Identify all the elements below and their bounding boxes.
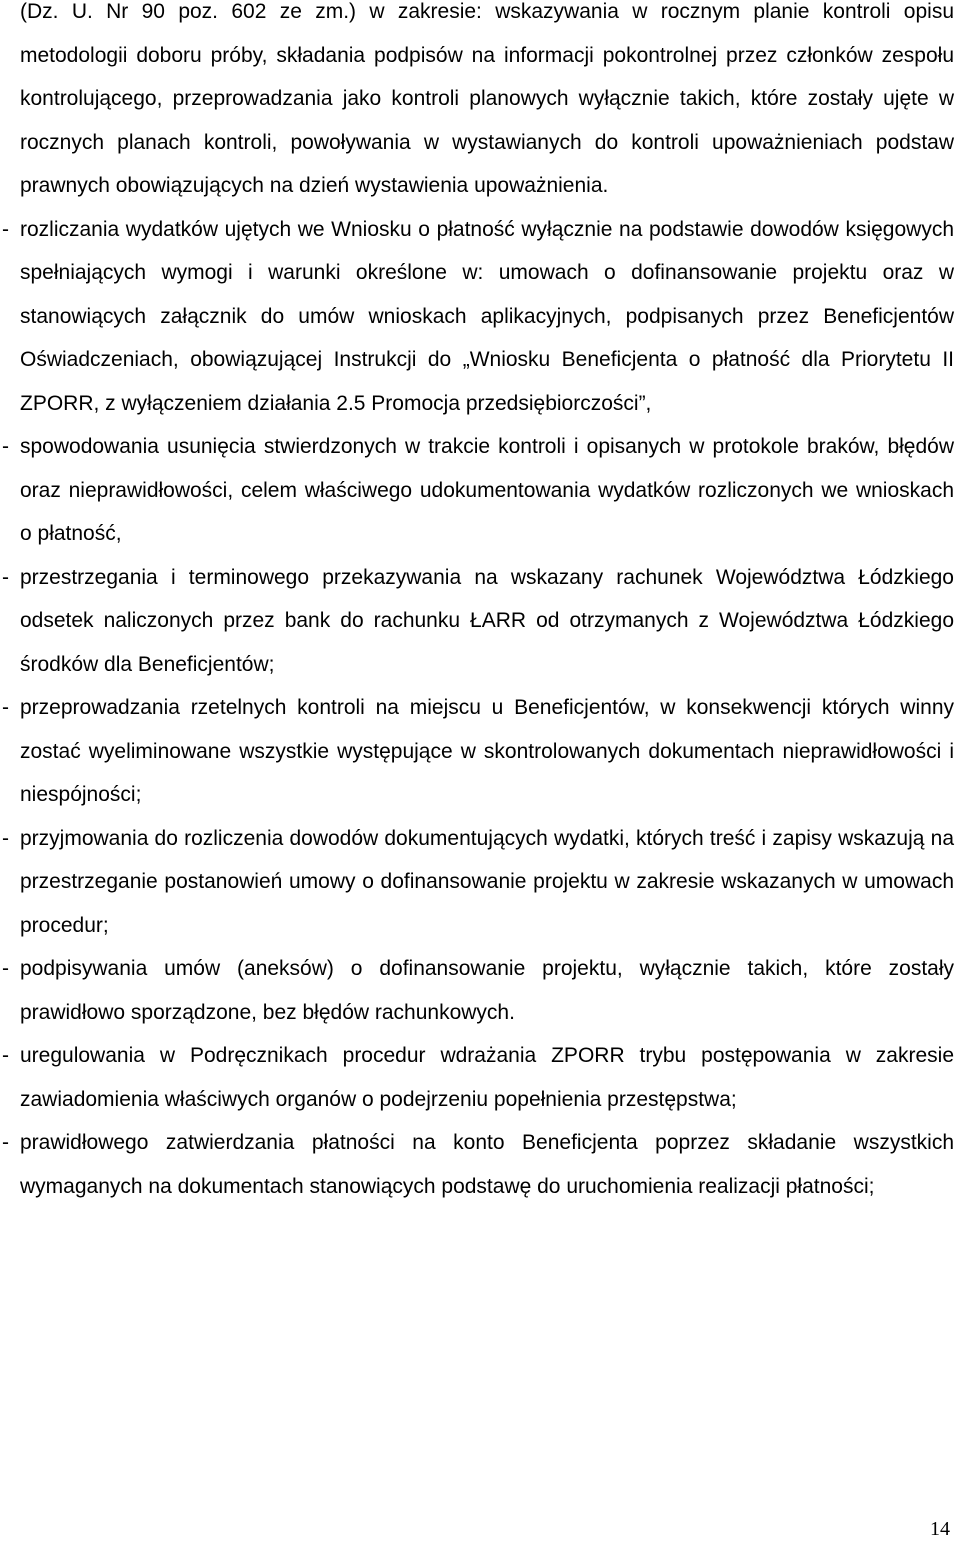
list-item-text: uregulowania w Podręcznikach procedur wdrażania ZPORR trybu postępowania w zakresie zawiadomienia właściwych organów o podejrzeniu popełnienia przestępstwa; [20,1044,954,1111]
list-item [2,817,954,948]
bullet-marker: - [2,826,9,850]
document-body [2,0,954,1208]
page-number: 14 [930,1518,950,1540]
list-item [2,947,954,1034]
list-item [2,208,954,426]
bullet-marker: - [2,957,9,980]
bullet-marker: - [2,1131,9,1154]
list-item-text: przyjmowania do rozliczenia dowodów dokumentujących wydatki, których treść i zapisy wskazują na przestrzeganie postanowień umowy o dofinansowanie projektu w zakresie wskazanych w umowach procedur; [20,826,954,937]
list-item-text: rozliczania wydatków ujętych we Wniosku o płatność wyłącznie na podstawie dowodów księgowych spełniających wymogi i warunki określone w: umowach o dofinansowanie projektu oraz w stanowiących załącznik do umów wnioskach aplikacyjnych, podpisanych przez Beneficjentów Oświadczeniach, obowiązującej Instrukcji do „Wniosku Beneficjenta o płatność dla Priorytetu II ZPORR, z wyłączeniem działania 2.5 Promocja przedsiębiorczości”, [20,217,954,415]
list-item [2,686,954,817]
list-item-text: podpisywania umów (aneksów) o dofinansowanie projektu, wyłącznie takich, które zostały prawidłowo sporządzone, bez błędów rachunkowych. [20,957,954,1024]
list-item [2,1121,954,1208]
bullet-marker: - [2,1044,9,1067]
bullet-marker: - [2,435,9,458]
intro-paragraph: (Dz. U. Nr 90 poz. 602 ze zm.) w zakresie: wskazywania w rocznym planie kontroli opisu metodologii doboru próby, składania podpisów na informacji pokontrolnej przez członków zespołu kontrolującego, przeprowadzania jako kontroli planowych wyłącznie takich, które zostały ujęte w rocznych planach kontroli, powoływania w wystawianych do kontroli upoważnieniach podstaw prawnych obowiązujących na dzień wystawienia upoważnienia. [20,0,954,197]
list-item-text: spowodowania usunięcia stwierdzonych w trakcie kontroli i opisanych w protokole braków, błędów oraz nieprawidłowości, celem właściwego udokumentowania wydatków rozliczonych we wnioskach o płatność, [20,435,954,545]
bullet-marker: - [2,565,9,589]
bullet-marker: - [2,217,9,241]
list-item-text: przestrzegania i terminowego przekazywania na wskazany rachunek Województwa Łódzkiego odsetek naliczonych przez bank do rachunku ŁARR od otrzymanych z Województwa Łódzkiego środków dla Beneficjentów; [20,565,954,676]
list-item-text: prawidłowego zatwierdzania płatności na konto Beneficjenta poprzez składanie wszystkich wymaganych na dokumentach stanowiących podstawę do uruchomienia realizacji płatności; [20,1131,954,1198]
bullet-marker: - [2,696,9,719]
list-item-text: przeprowadzania rzetelnych kontroli na miejscu u Beneficjentów, w konsekwencji których winny zostać wyeliminowane wszystkie występujące w skontrolowanych dokumentach nieprawidłowości i niespójności; [20,696,954,806]
list-item [2,556,954,687]
bullet-list [2,208,954,1209]
list-item [2,425,954,556]
list-item [2,1034,954,1121]
